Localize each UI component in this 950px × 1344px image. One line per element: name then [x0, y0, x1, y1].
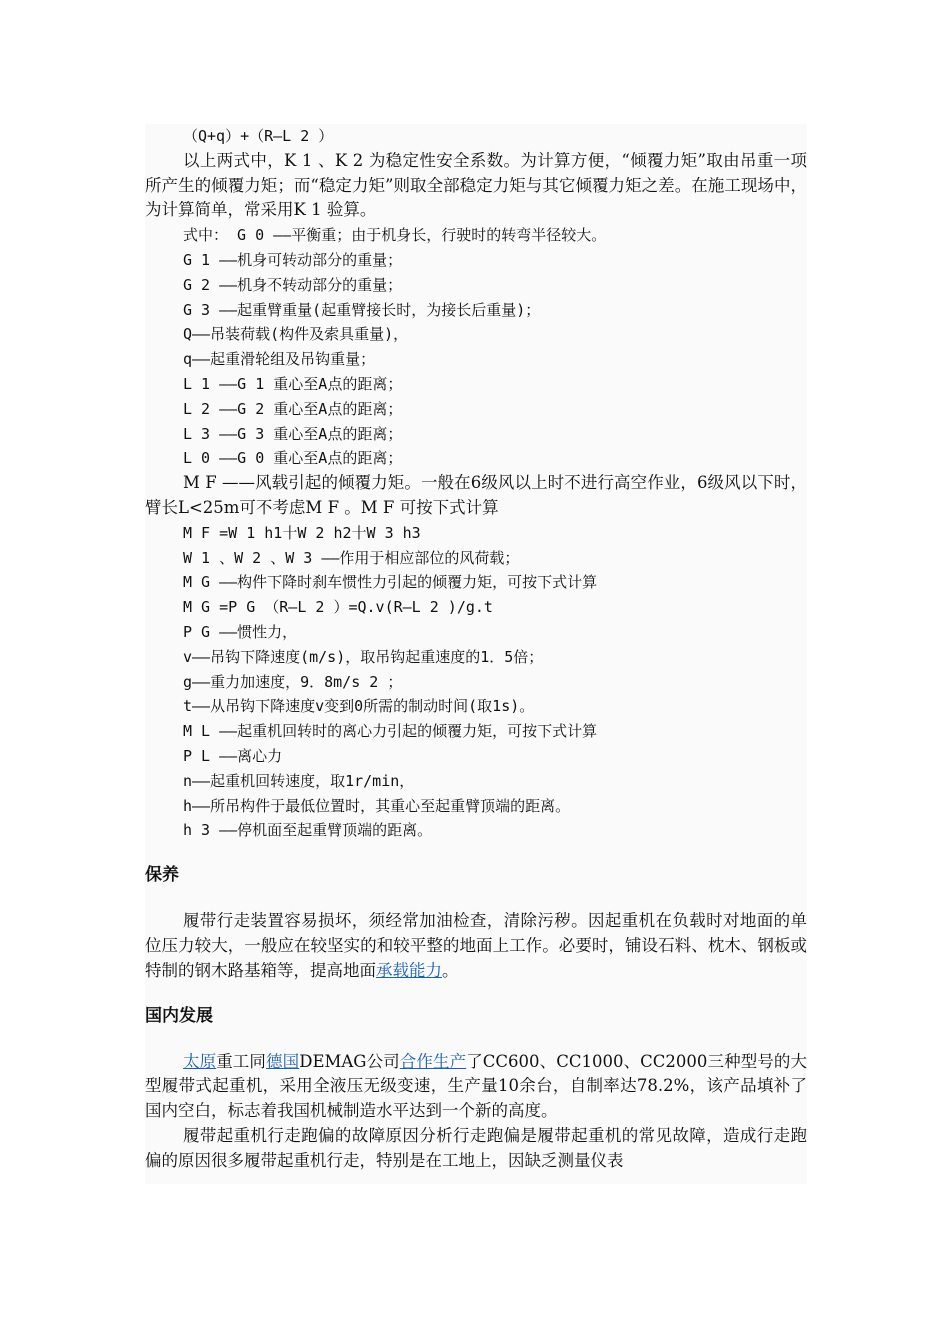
def-h3: h 3 ——停机面至起重臂顶端的距离。	[183, 821, 433, 840]
def-g3: G 3 ——起重臂重量(起重臂接长时，为接长后重量)；	[183, 300, 541, 319]
def-w: W 1 、W 2 、W 3 ——作用于相应部位的风荷载；	[183, 548, 520, 567]
domestic-paragraph-1	[145, 1050, 807, 1124]
def-l1: L 1 ——G 1 重心至A点的距离；	[183, 374, 403, 393]
mf-note: M F ——风载引起的倾覆力矩。一般在6级风以上时不进行高空作业，6级风以下时，臂长L<25m可不考虑M F 。M F 可按下式计算	[145, 473, 807, 517]
def-pl: P L ——离心力	[183, 746, 283, 765]
def-h: h——所吊构件于最低位置时，其重心至起重臂顶端的距离。	[183, 796, 571, 815]
def-l0: L 0 ——G 0 重心至A点的距离；	[183, 449, 403, 468]
domestic-text-1: 重工同	[216, 1051, 267, 1071]
def-n: n——起重机回转速度，取1r/min，	[183, 771, 415, 790]
def-g1: G 1 ——机身可转动部分的重量；	[183, 250, 403, 269]
document-content	[145, 124, 807, 1173]
link-cooperative-production[interactable]: 合作生产	[399, 1051, 467, 1071]
def-l3: L 3 ——G 3 重心至A点的距离；	[183, 424, 403, 443]
link-bearing-capacity[interactable]: 承载能力	[376, 960, 442, 980]
heading-maintenance: 保养	[145, 865, 179, 886]
formula-mf: M F =W 1 h1十W 2 h2十W 3 h3	[183, 523, 421, 542]
formula-line-top: （Q+q）+（R—L 2 ）	[183, 127, 334, 145]
maintenance-paragraph	[145, 909, 807, 983]
formula-mg: M G =P G （R—L 2 ）=Q.v(R—L 2 )/g.t	[183, 598, 493, 617]
link-germany[interactable]: 德国	[266, 1051, 300, 1071]
definitions-list-1	[145, 223, 807, 471]
def-q-load: Q——吊装荷载(构件及索具重量)，	[183, 325, 409, 344]
maintenance-text-end: 。	[442, 960, 459, 980]
def-pg: P G ——惯性力，	[183, 622, 298, 641]
def-v: v——吊钩下降速度(m/s)，取吊钩起重速度的1．5倍；	[183, 647, 544, 666]
def-g2: G 2 ——机身不转动部分的重量；	[183, 275, 403, 294]
heading-domestic-development: 国内发展	[145, 1005, 213, 1026]
domestic-paragraph-2: 履带起重机行走跑偏的故障原因分析行走跑偏是履带起重机的常见故障，造成行走跑偏的原因很多履带起重机行走，特别是在工地上，因缺乏测量仪表	[145, 1125, 807, 1170]
def-g0: 式中： G 0 ——平衡重；由于机身长，行驶时的转弯半径较大。	[183, 226, 607, 245]
def-l2: L 2 ——G 2 重心至A点的距离；	[183, 399, 403, 418]
def-t: t——从吊钩下降速度v变到0所需的制动时间(取1s)。	[183, 697, 535, 716]
link-taiyuan[interactable]: 太原	[183, 1051, 217, 1071]
domestic-text-2: DEMAG公司	[299, 1051, 400, 1071]
def-q-hook: q——起重滑轮组及吊钩重量；	[183, 350, 376, 369]
definitions-list-2	[145, 521, 807, 843]
domestic-text-3: 了CC600、CC1000、CC2000三种型号的大型履带式起重机，采用全液压无级变速，生产量10余台，自制率达78.2%，该产品填补了国内空白，标志着我国机械制造水平达到一个新的高度。	[145, 1051, 808, 1121]
def-ml: M L ——起重机回转时的离心力引起的倾覆力矩，可按下式计算	[183, 722, 598, 741]
def-mg: M G ——构件下降时刹车惯性力引起的倾覆力矩，可按下式计算	[183, 573, 598, 592]
def-g: g——重力加速度，9．8m/s 2 ；	[183, 672, 403, 691]
maintenance-text: 履带行走装置容易损坏，须经常加油检查，清除污秽。因起重机在负载时对地面的单位压力较大，一般应在较坚实的和较平整的地面上工作。必要时，铺设石料、枕木、钢板或特制的钢木路基箱等，提高地面	[145, 911, 807, 980]
stability-note: 以上两式中，K 1 、K 2 为稳定性安全系数。为计算方便，“倾覆力矩”取由吊重一项所产生的倾覆力矩；而“稳定力矩”则取全部稳定力矩与其它倾覆力矩之差。在施工现场中，为计算简单，常采用K 1 验算。	[145, 150, 807, 220]
